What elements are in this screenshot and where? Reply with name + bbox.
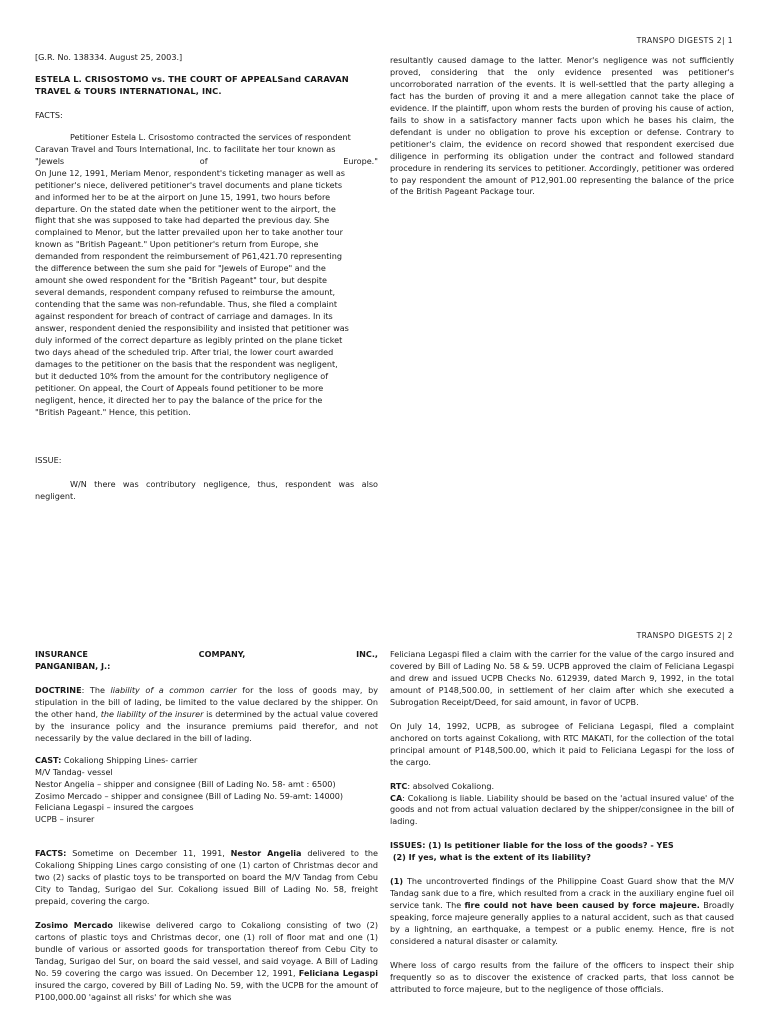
complaint-paragraph: On July 14, 1992, UCPB, as subrogee of Feliciana Legaspi, filed a complaint anchored on torts against Cokaliong, with RTC MAKATI, for the collection of the total principal amount of P148,500.00, which it paid to Feliciana Legaspi for the loss of the cargo. (390, 720, 734, 767)
text-run: delivered to the Cokaliong Shipping Lines cargo consisting of one (1) carton of Christmas decor and two (2) sacks of plastic toys to be transported on board the M/V Tandag from Cebu City to Tandag, Surigao del Sur. Cokaliong issued Bill of Lading No. 58, freight prepaid, covering the cargo. (35, 848, 378, 907)
text-run: The uncontroverted findings of the Philippine Coast Guard show that the M/V Tandag sank due to a fire, which resulted from a crack in the auxiliary engine fuel oil service tank. The (390, 876, 734, 911)
cast-item: M/V Tandag- vessel (35, 766, 113, 777)
facts-line: Caravan Travel and Tours International, Inc. to facilitate her tour known as (35, 143, 336, 154)
heading-word: INSURANCE (35, 649, 88, 659)
facts-line: departure. On the stated date when the petitioner went to the airport, the (35, 203, 336, 214)
cast-item: Zosimo Mercado – shipper and consignee (Bill of Lading No. 59-amt: 14000) (35, 790, 344, 801)
cast-first-item: Cokaliong Shipping Lines- carrier (61, 754, 198, 765)
rtc-text: : absolved Cokaliong. (407, 780, 495, 791)
facts-line: answer, respondent denied the responsibility and insisted that petitioner was (35, 323, 349, 334)
facts-line: On June 12, 1991, Meriam Menor, respondent's ticketing manager as well as (35, 167, 345, 178)
bold-text: FACTS: (35, 848, 67, 859)
text-run: : The (81, 684, 111, 695)
facts-line: against respondent for breach of contract of carriage and damages. In its (35, 311, 333, 322)
text-run: Sometime on December 11, 1991, (66, 848, 231, 859)
facts-paragraph-2 (35, 920, 378, 1004)
facts-line: complained to Menor, but the latter prevailed upon her to take another tour (35, 227, 343, 238)
cast-list (35, 767, 378, 827)
facts-line: amount she owed respondent for the "British Pageant" tour, but despite (35, 275, 328, 286)
facts-line: negligent, hence, it directed her to pay the balance of the price for the (35, 394, 323, 405)
doctrine-paragraph (35, 685, 378, 745)
facts-line: and informed her to be at the airport on June 15, 1991, two hours before (35, 191, 331, 202)
heading-word: INC., (356, 649, 378, 659)
facts-label: FACTS: (35, 109, 63, 120)
italic-text: liability of a common carrier (110, 684, 237, 695)
facts-line: but it deducted 10% from the amount for the contributory negligence of (35, 370, 329, 381)
facts-line: duly informed of the correct departure as legibly printed on the plane ticket (35, 335, 343, 346)
facts-line: known as "British Pageant." Upon petitioner's return from Europe, she (35, 239, 319, 250)
page-header: TRANSPO DIGESTS 2| 2 (636, 631, 733, 640)
facts-word: of (199, 155, 208, 166)
facts-line: flight that she was supposed to take had departed the previous day. She (35, 215, 330, 226)
facts-line: demanded from respondent the reimbursement of P61,421.70 representing (35, 251, 342, 262)
ruling-continuation: resultantly caused damage to the latter. Menor's negligence was not sufficiently proved, considering that the only evidence presented was petitioner's uncorroborated narration of the events. It is well-settled that the party alleging a fact has the burden of proving it and a mere allegation cannot take the place of evidence. If the plaintiff, upon whom rests the burden of proving his cause of action, fails to show in a satisfactory manner facts upon which he bases his claim, the defendant is under no obligation to prove his exception or defense. Contrary to petitioner's claim, the evidence on record showed that respondent exercised due diligence in performing its obligation under the contract and followed standard procedure in rendering its services to petitioner. Accordingly, petitioner was ordered to pay respondent the amount of P12,901.00 representing the balance of the price of the British Pageant Package tour. (390, 55, 734, 197)
facts-line: several demands, respondent company refused to reimburse the amount, (35, 287, 336, 298)
case-title (35, 649, 378, 661)
facts-line: petitioner. On appeal, the Court of Appeals found petitioner to be more (35, 382, 324, 393)
right-column (390, 649, 734, 996)
claim-paragraph: Feliciana Legaspi filed a claim with the carrier for the value of the cargo insured and covered by Bill of Lading No. 58 & 59. UCPB approved the claim of Feliciana Legaspi and drew and issued UCPB Checks No. 612939, dated March 9, 1992, in the total amount of P148,500.00, in settlement of her claim after which she executed a Subrogation Receipt/Deed, for said amount, in favor of UCPB. (390, 649, 734, 707)
facts-word: "Jewels (35, 155, 65, 166)
left-column (35, 52, 378, 419)
facts-line: contending that the same was non-refundable. Thus, she filed a complaint (35, 299, 338, 310)
ponente: PANGANIBAN, J.: (35, 660, 111, 671)
issue-label: ISSUE: (35, 455, 62, 465)
case-citation: [G.R. No. 138334. August 25, 2003.] (35, 52, 183, 62)
facts-line: petitioner's niece, delivered petitioner's travel documents and plane tickets (35, 179, 343, 190)
heading-word: COMPANY, (198, 649, 246, 659)
text-run: likewise delivered cargo to Cokaliong consisting of two (2) cartons of plastic toys and Christmas decor, one (1) roll of floor mat and one (1) bundle of various or assorted goods for transportation thereof from Cebu City to Tandag, Surigao del Sur, on board the said vessel, and said voyage. A Bill of Lading No. 59 covering the cargo was issued. On December 12, 1991, (35, 920, 379, 978)
left-column (35, 649, 378, 1004)
right-column (390, 55, 734, 198)
rtc-ruling (390, 781, 734, 793)
case-title: ESTELA L. CRISOSTOMO vs. THE COURT OF APPEALSand CARAVAN TRAVEL & TOURS INTERNATIONAL, INC. (35, 73, 349, 96)
cast-first-line (35, 755, 378, 767)
cast-label: CAST: (35, 754, 62, 765)
facts-line: Petitioner Estela L. Crisostomo contracted the services of respondent (70, 131, 351, 142)
ca-label: CA (390, 792, 403, 803)
issue-text: W/N there was contributory negligence, thus, respondent was also negligent. (35, 478, 378, 501)
text-run: is determined by the actual value covered by the insurance policy and the insurance premiums paid therefor, and not necessarily by the value declared in the bill of lading. (35, 708, 378, 743)
italic-text: the liability of the insurer (100, 708, 204, 719)
facts-body (35, 132, 378, 419)
cast-item: UCPB – insurer (35, 814, 95, 825)
text-run: for the loss of goods may, by stipulation in the bill of lading, be limited to the value declared by the shipper. On the other hand, (35, 684, 378, 719)
bold-text: Zosimo Mercado (35, 920, 113, 931)
issues-line-2: (2) If yes, what is the extent of its liability? (390, 852, 591, 863)
bold-text: DOCTRINE (35, 684, 82, 695)
ca-text: : Cokaliong is liable. Liability should be based on the 'actual insured value' of the goods and not from actual valuation declared by the shipper/consignee in the bill of lading. (390, 792, 734, 827)
text-run: Broadly speaking, force majeure generally applies to a natural accident, such as that caused by a lightning, an earthquake, a tempest or a public enemy. Hence, fire is not considered a natural disaster or calamity. (390, 900, 734, 947)
issues-line-1: ISSUES: (1) Is petitioner liable for the loss of the goods? - YES (390, 840, 674, 851)
facts-paragraph-1 (35, 848, 378, 908)
facts-line: damages to the petitioner on the basis that the respondent was negligent, (35, 358, 338, 369)
bold-text: fire could not have been caused by force majeure. (464, 900, 700, 911)
rtc-label: RTC (390, 780, 408, 791)
facts-line: "British Pageant." Hence, this petition. (35, 406, 191, 417)
text-run: insured the cargo, covered by Bill of Lading No. 59, with the UCPB for the amount of P100,000.00 'against all risks' for which she was (35, 979, 378, 1002)
cast-item: Nestor Angelia – shipper and consignee (Bill of Lading No. 58- amt : 6500) (35, 778, 336, 789)
negligence-paragraph: Where loss of cargo results from the failure of the officers to inspect their ship frequently so as to discover the existence of cracked parts, that loss cannot be attributed to force majeure, but to the negligence of those officials. (390, 960, 734, 994)
facts-line (35, 156, 378, 168)
bold-text: (1) (390, 876, 404, 887)
bold-text: Nestor Angelia (230, 848, 302, 859)
bold-text: Feliciana Legaspi (298, 967, 378, 978)
page-2 (0, 512, 768, 1024)
ca-ruling (390, 793, 734, 829)
force-majeure-paragraph (390, 876, 734, 948)
page-header: TRANSPO DIGESTS 2| 1 (636, 36, 733, 45)
facts-line: the difference between the sum she paid for "Jewels of Europe" and the (35, 263, 326, 274)
facts-word: Europe." (343, 155, 378, 166)
cast-item: Feliciana Legaspi – insured the cargoes (35, 802, 194, 813)
facts-line: two days ahead of the scheduled trip. After trial, the lower court awarded (35, 346, 334, 357)
